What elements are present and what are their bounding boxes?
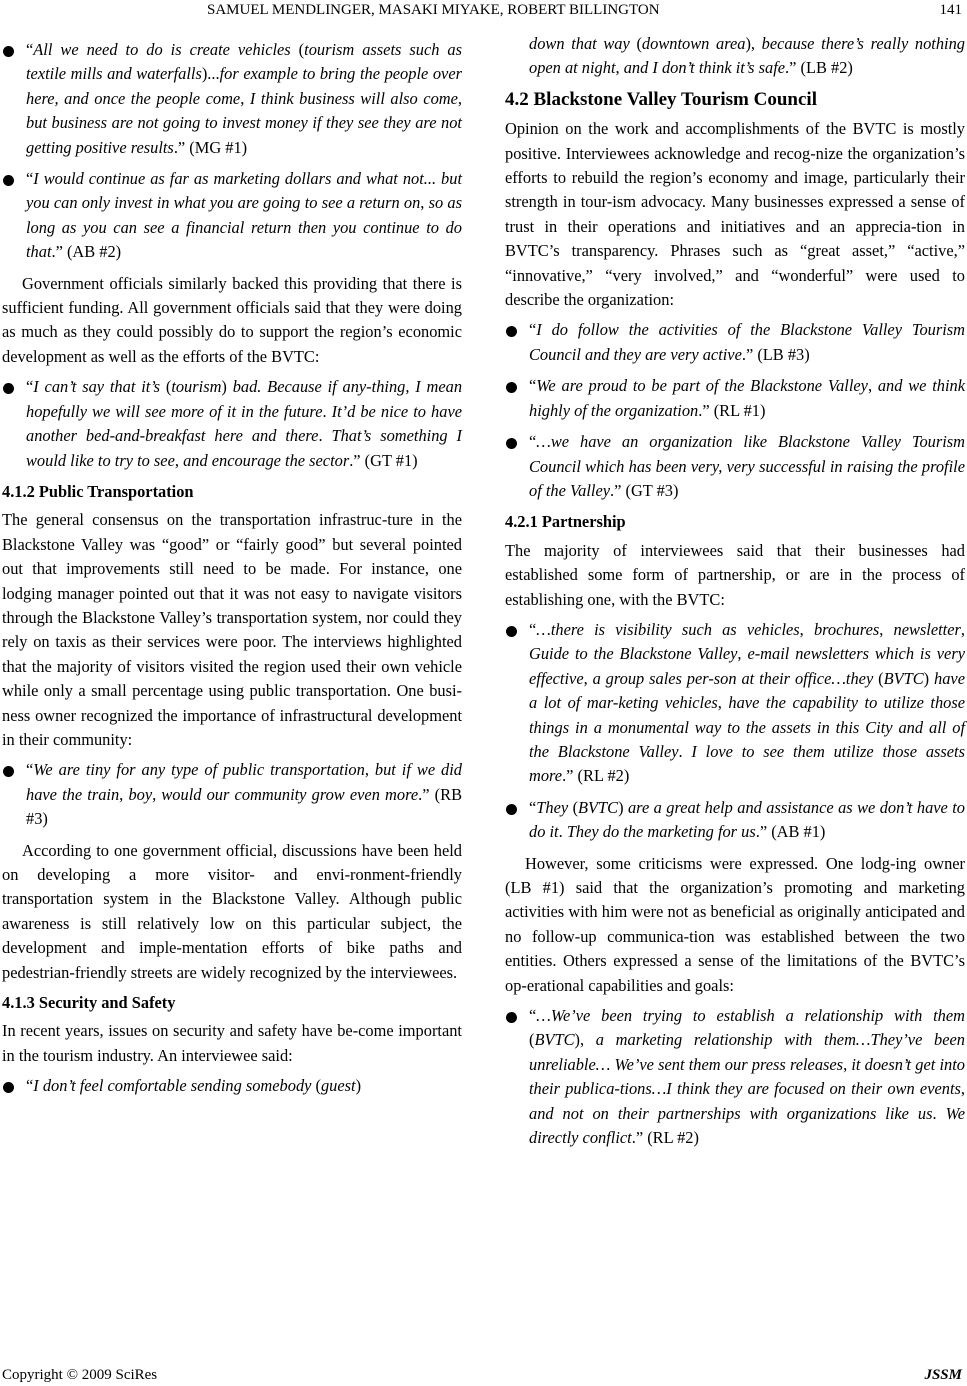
quote-bullet: “…there is visibility such as vehicles, brochures, newsletter, Guide to the Blackstone Valley, e-mail newsletters which is very effective, a group sales per-son at their office…they (BVTC) have a lot of mar-keting vehicles, have the capability to utilize those things in a monumental way to the assets in this City and all of the Blackstone Valley. I love to see them utilize those assets more.” (RL #2) xyxy=(505,618,965,789)
quote-bullet: “All we need to do is create vehicles (tourism assets such as textile mills and waterfalls)...for example to bring the people over here, and once the people come, I think business will also come, but business are not going to invest money if they see they are not getting positive results.” (MG #1) xyxy=(2,38,462,160)
quote-bullet-continued: down that way (downtown area), because there’s really nothing open at night, and I don’t think it’s safe.” (LB #2) xyxy=(529,34,965,78)
quote-bullet: “I don’t feel comfortable sending somebody (guest) xyxy=(2,1074,462,1098)
body-paragraph: According to one government official, discussions have been held on developing a more visitor- and envi-ronment-friendly transportation system in the Blackstone Valley. Although public awareness is still relatively low on this particular subject, the development and imple-mentation efforts of bike paths and pedestrian-friendly streets are widely recognized by the interviewees. xyxy=(2,840,462,982)
header-authors: SAMUEL MENDLINGER, MASAKI MIYAKE, ROBERT BILLINGTON xyxy=(207,2,660,18)
body-paragraph: The general consensus on the transportation infrastruc-ture in the Blackstone Valley was “good” or “fairly good” but several pointed out that improvements still need to be made. For instance, one lodging manager pointed out that it was not easy to navigate visitors through the Blackstone Valley’s transportation system, nor could they rely on taxis as their services were poor. The interviews highlighted that the majority of visitors visited the region used their own vehicle while only a small percentage using public transportation. One busi-ness owner recognized the importance of infrastructural development in their community: xyxy=(2,510,462,749)
body-paragraph: The majority of interviewees said that their businesses had established some form of partnership, or are in the process of establishing one, with the BVTC: xyxy=(505,540,965,609)
body-paragraph: Opinion on the work and accomplishments of the BVTC is mostly positive. Interviewees acknowledge and recog-nize the organization’s efforts to rebuild the region’s economy and image, particularly their strength in tour-ism advocacy. Many businesses expressed a sense of trust in their operations and initiatives and an apprecia-tion in BVTC’s transparency. Phrases such as “great asset,” “active,” “innovative,” “very involved,” and “wonderful” were used to describe the organization: xyxy=(505,119,965,310)
journal-abbrev: JSSM xyxy=(924,1367,962,1383)
section-heading: 4.2 Blackstone Valley Tourism Council xyxy=(505,88,817,110)
page-number: 141 xyxy=(939,2,962,18)
section-heading: 4.1.3 Security and Safety xyxy=(2,993,176,1013)
right-column xyxy=(505,32,965,1157)
quote-bullet: “I can’t say that it’s (tourism) bad. Because if any-thing, I mean hopefully we will see more of it in the future. It’d be nice to have another bed-and-breakfast here and there. That’s something I would like to try to see, and encourage the sector.” (GT #1) xyxy=(2,375,462,473)
quote-bullet: “I do follow the activities of the Blackstone Valley Tourism Council and they are very active.” (LB #3) xyxy=(505,318,965,367)
body-paragraph: In recent years, issues on security and safety have be-come important in the tourism industry. An interviewee said: xyxy=(2,1021,462,1065)
quote-bullet: “…We’ve been trying to establish a relationship with them (BVTC), a marketing relationship with them…They’ve been unreliable… We’ve sent them our press releases, it doesn’t get into their publica-tions…I think they are focused on their own events, and not on their partnerships with organizations like us. We directly conflict.” (RL #2) xyxy=(505,1004,965,1150)
copyright-notice: Copyright © 2009 SciRes xyxy=(2,1367,158,1383)
section-heading: 4.1.2 Public Transportation xyxy=(2,481,194,501)
body-paragraph: Government officials similarly backed this providing that there is sufficient funding. All government officials said that they were doing as much as they could possibly do to support the region’s economic development as well as the efforts of the BVTC: xyxy=(2,273,462,366)
quote-bullet: “…we have an organization like Blackstone Valley Tourism Council which has been very, very successful in raising the profile of the Valley.” (GT #3) xyxy=(505,430,965,503)
section-heading: 4.2.1 Partnership xyxy=(505,512,626,532)
quote-bullet: “They (BVTC) are a great help and assistance as we don’t have to do it. They do the marketing for us.” (AB #1) xyxy=(505,796,965,845)
body-paragraph: However, some criticisms were expressed. One lodg-ing owner (LB #1) said that the organization’s promoting and marketing activities with him were not as beneficial as originally anticipated and no follow-up communica-tion was established between the two entities. Others expressed a sense of the limitations of the BVTC’s op-erational capabilities and goals: xyxy=(505,853,965,995)
left-column xyxy=(2,32,462,1106)
quote-bullet: “We are proud to be part of the Blackstone Valley, and we think highly of the organization.” (RL #1) xyxy=(505,374,965,423)
quote-bullet: “I would continue as far as marketing dollars and what not... but you can only invest in what you are going to see a return on, so as long as you can see a financial return then you continue to do that.” (AB #2) xyxy=(2,167,462,265)
running-head xyxy=(0,2,967,22)
quote-bullet: “We are tiny for any type of public transportation, but if we did have the train, boy, would our community grow even more.” (RB #3) xyxy=(2,758,462,831)
